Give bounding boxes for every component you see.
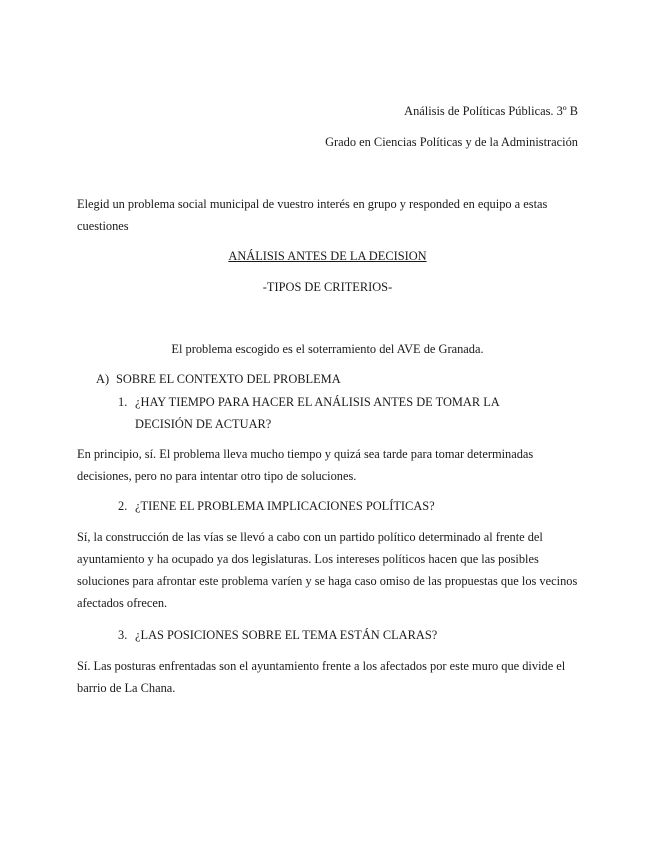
question-3-text: ¿LAS POSICIONES SOBRE EL TEMA ESTÁN CLARAS?	[135, 628, 438, 642]
answer-2: Sí, la construcción de las vías se llevó a cabo con un partido político determinado al frente del ayuntamiento y ha ocupado ya dos legislaturas. Los intereses políticos hacen que las posibles soluciones para afrontar este problema varíen y se haga caso omiso de las propuestas que los vecinos afectados ofrecen.	[77, 530, 578, 610]
question-3-number: 3.	[118, 628, 128, 642]
header-course: Análisis de Políticas Públicas. 3º B	[404, 104, 578, 118]
part-a-marker: A)	[96, 372, 110, 386]
section-title: ANÁLISIS ANTES DE LA DECISION	[228, 249, 427, 263]
section-subtitle: -TIPOS DE CRITERIOS-	[262, 280, 393, 294]
problem-statement: El problema escogido es el soterramiento del AVE de Granada.	[171, 342, 484, 356]
answer-1: En principio, sí. El problema lleva mucho tiempo y quizá sea tarde para tomar determinadas decisiones, pero no para intentar otro tipo de soluciones.	[77, 447, 534, 483]
question-2-number: 2.	[118, 499, 128, 513]
answer-3: Sí. Las posturas enfrentadas son el ayuntamiento frente a los afectados por este muro que divide el barrio de La Chana.	[77, 659, 566, 695]
question-1-number: 1.	[118, 395, 128, 409]
question-2-text: ¿TIENE EL PROBLEMA IMPLICACIONES POLÍTICAS?	[135, 499, 435, 513]
question-1-text: ¿HAY TIEMPO PARA HACER EL ANÁLISIS ANTES DE TOMAR LA DECISIÓN DE ACTUAR?	[135, 395, 500, 431]
header-degree: Grado en Ciencias Políticas y de la Administración	[325, 135, 578, 149]
part-a-title: SOBRE EL CONTEXTO DEL PROBLEMA	[116, 372, 341, 386]
intro-paragraph: Elegid un problema social municipal de vuestro interés en grupo y responded en equipo a estas cuestiones	[77, 197, 548, 233]
